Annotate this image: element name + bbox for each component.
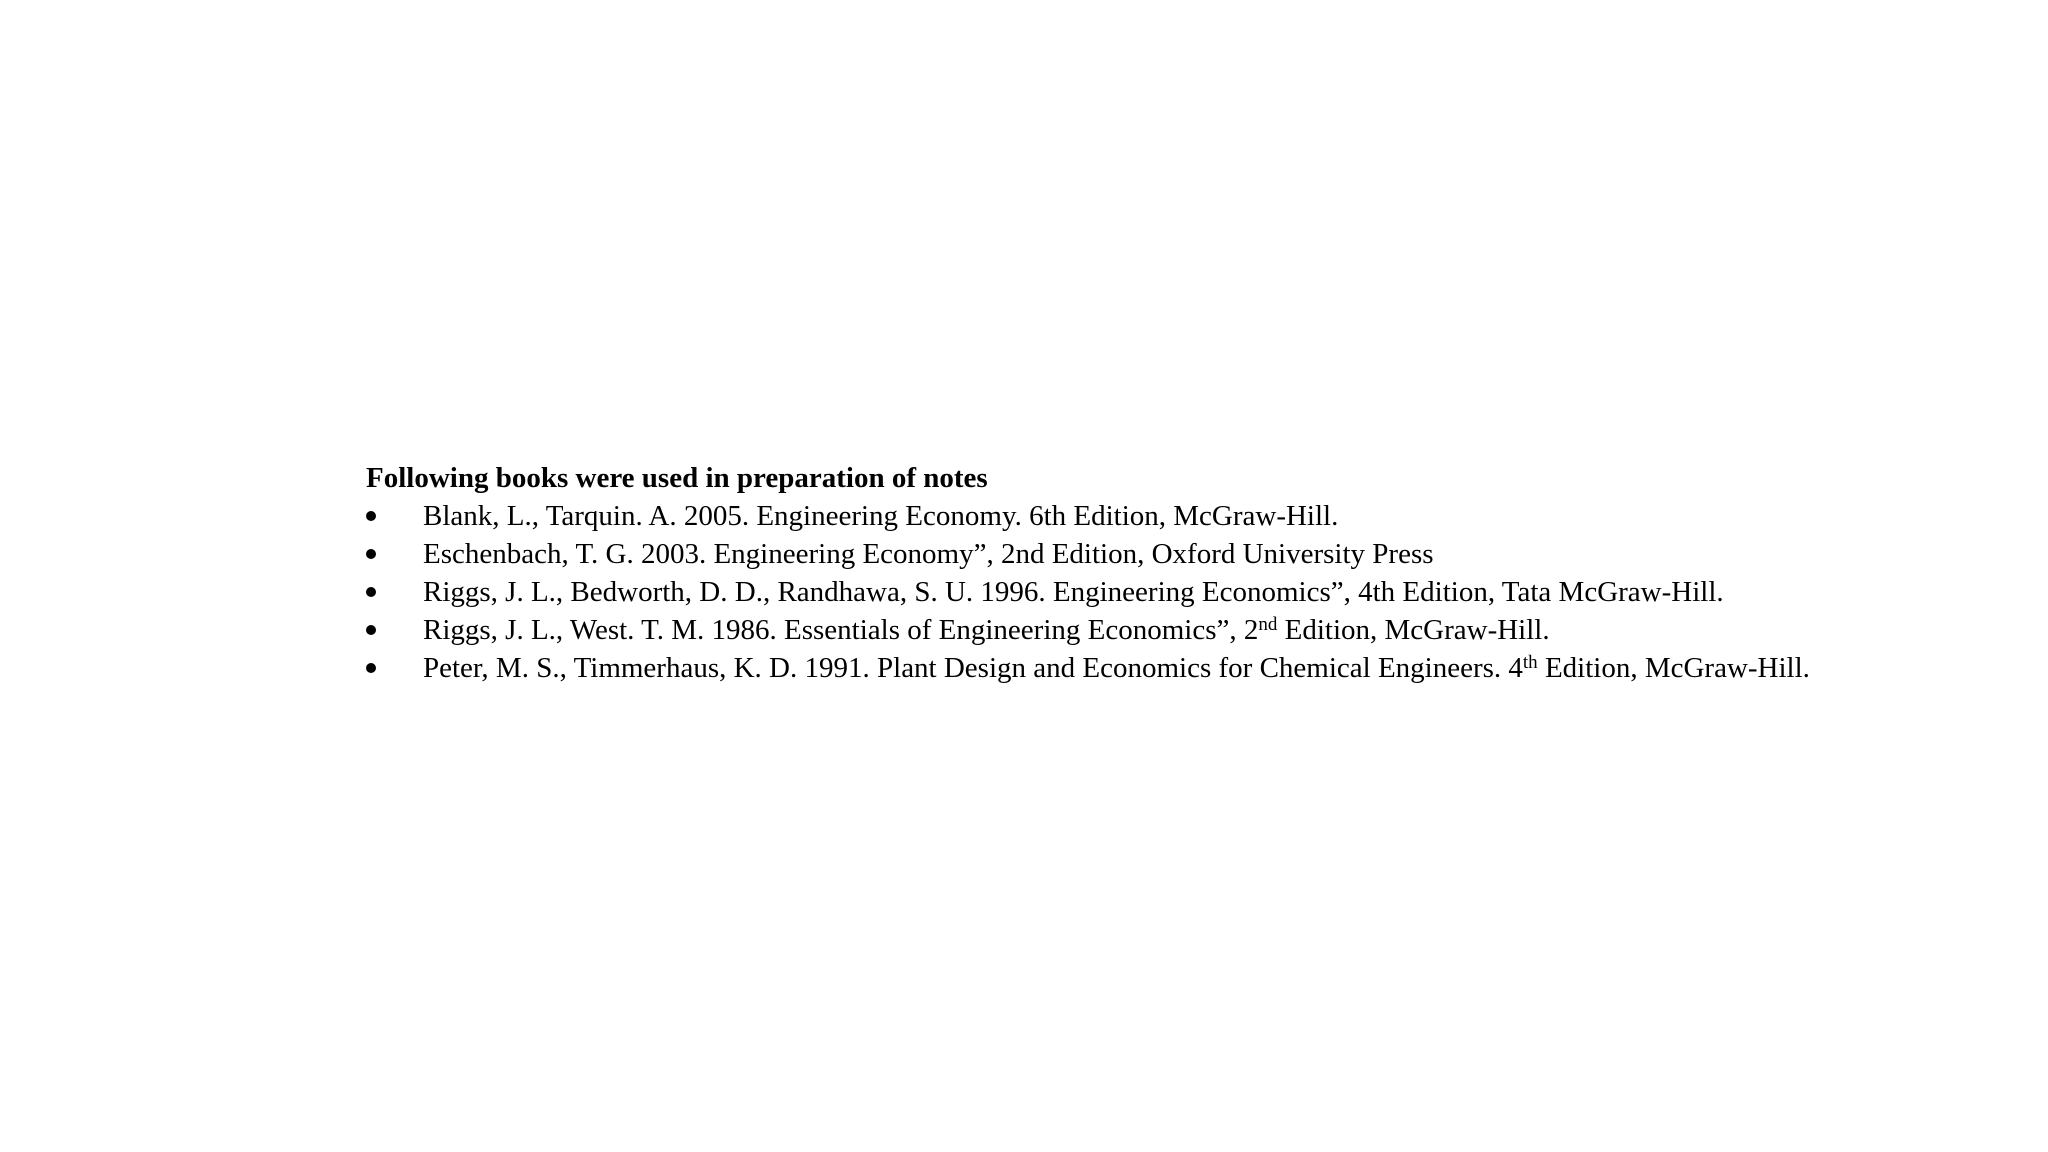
reference-item [366,611,1966,649]
reference-text: Blank, L., Tarquin. A. 2005. Engineering Economy. 6th Edition, McGraw-Hill. [423,500,1339,532]
bullet-icon [366,573,386,611]
reference-item [366,649,1966,687]
references-heading: Following books were used in preparation of notes [366,462,988,494]
reference-item [366,573,1966,611]
bullet-icon [366,611,386,649]
reference-text: Riggs, J. L., West. T. M. 1986. Essentials of Engineering Economics”, 2 [423,614,1259,646]
ordinal-superscript: nd [1258,614,1278,636]
bullet-icon [366,649,386,687]
reference-item [366,535,1966,573]
reference-text: Peter, M. S., Timmerhaus, K. D. 1991. Plant Design and Economics for Chemical Engineers. 4 [423,652,1523,684]
reference-text-end: Edition, McGraw-Hill. [1537,652,1810,684]
ordinal-superscript: th [1522,652,1538,674]
reference-item [366,497,1966,535]
references-list [366,497,1966,687]
bullet-icon [366,535,386,573]
bullet-icon [366,497,386,535]
reference-text: Riggs, J. L., Bedworth, D. D., Randhawa, S. U. 1996. Engineering Economics”, 4th Edition, Tata McGraw-Hill. [423,576,1724,608]
reference-text-end: Edition, McGraw-Hill. [1277,614,1550,646]
reference-text: Eschenbach, T. G. 2003. Engineering Economy”, 2nd Edition, Oxford University Press [423,538,1434,570]
references-block [366,459,1966,687]
